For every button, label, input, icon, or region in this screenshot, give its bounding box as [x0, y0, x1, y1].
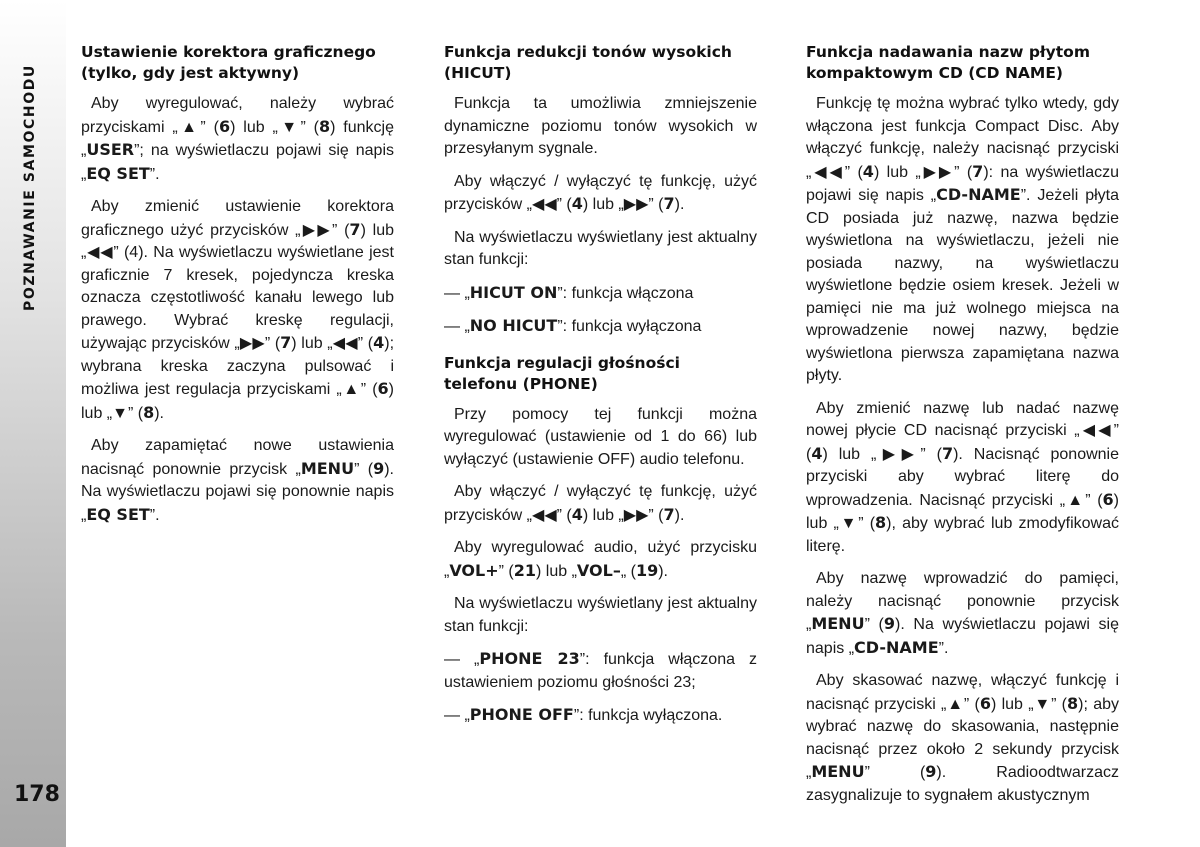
page-number: 178: [14, 782, 60, 807]
list-item: — „PHONE OFF”: funkcja wyłączona.: [444, 705, 723, 724]
heading-eq: Ustawienie korektora graficznego (tylko, gdy jest aktywny): [81, 43, 376, 82]
column-2: [444, 42, 757, 738]
paragraph: Na wyświetlaczu wyświetlany jest aktualny stan funkcji:: [444, 595, 757, 635]
list-item: — „NO HICUT”: funkcja wyłączona: [444, 316, 702, 335]
paragraph: Aby skasować nazwę, włączyć funkcję i nacisnąć przyciski „▲” (6) lub „▼” (8); aby wybrać nazwę do skasowania, następnie nacisnąć przez około 2 sekundy przycisk „MENU” (9). Radioodtwarzacz zasygnalizuje to sygnałem akustycznym: [806, 672, 1120, 804]
paragraph: Aby wyregulować audio, użyć przycisku „VOL+” (21) lub „VOL–„ (19).: [444, 539, 757, 580]
paragraph: Aby wyregulować, należy wybrać przyciskami „▲” (6) lub „▼” (8) funkcję „USER”; na wyświetlaczu pojawi się napis „EQ SET”.: [81, 95, 395, 183]
heading-phone: Funkcja regulacji głośności telefonu (PHONE): [444, 353, 680, 393]
paragraph: Aby włączyć / wyłączyć tę funkcję, użyć przycisków „◀◀” (4) lub „▶▶” (7).: [444, 483, 757, 524]
list-item: — „PHONE 23”: funkcja włączona z ustawieniem poziomu głośności 23;: [444, 649, 758, 691]
section-label-text: POZNAWANIE SAMOCHODU: [22, 64, 38, 311]
paragraph: Aby włączyć / wyłączyć tę funkcję, użyć przycisków „◀◀” (4) lub „▶▶” (7).: [444, 172, 757, 213]
heading-hicut: Funkcja redukcji tonów wysokich (HICUT): [444, 43, 732, 82]
paragraph: Aby zapamiętać nowe ustawienia nacisnąć ponownie przycisk „MENU” (9). Na wyświetlaczu pojawi się ponownie napis „EQ SET”.: [81, 437, 394, 524]
column-3: [806, 42, 1119, 817]
paragraph: Funkcję tę można wybrać tylko wtedy, gdy włączona jest funkcja Compact Disc. Aby włączyć funkcję, należy nacisnąć przyciski „◀◀” (4) lub „▶▶” (7): na wyświetlaczu pojawi się napis „CD-NAME”. Jeżeli płyta CD posiada już nazwę, nazwa będzie wyświetlona na wyświetlaczu, jeżeli nie posiada nazwy, na wyświetlaczu wyświetlone będzie osiem kresek. Jeżeli w pamięci nie ma już wolnego miejsca na wprowadzenie nowej nazwy, będzie wyświetlona pierwsza zapamiętana nazwa płyty.: [806, 95, 1120, 384]
paragraph: Aby nazwę wprowadzić do pamięci, należy nacisnąć ponownie przycisk „MENU” (9). Na wyświetlaczu pojawi się napis „CD-NAME”.: [806, 570, 1119, 657]
paragraph: Przy pomocy tej funkcji można wyregulować (ustawienie od 1 do 66) lub wyłączyć (ustawienie OFF) audio telefonu.: [444, 405, 757, 468]
column-1: [81, 42, 394, 537]
list-item: — „HICUT ON”: funkcja włączona: [444, 282, 694, 302]
heading-cd-name: Funkcja nadawania nazw płytom kompaktowym CD (CD NAME): [806, 43, 1090, 82]
paragraph: Na wyświetlaczu wyświetlany jest aktualny stan funkcji:: [444, 228, 757, 268]
paragraph: Funkcja ta umożliwia zmniejszenie dynamiczne poziomu tonów wysokich w przesyłanym sygnale.: [444, 95, 757, 157]
paragraph: Aby zmienić ustawienie korektora graficznego użyć przycisków „▶▶” (7) lub „◀◀” (4). Na wyświetlaczu wyświetlane jest graficznie 7 kresek, pojedyncza kreska oznacza częstotliwość kanału lewego lub prawego. Wybrać kreskę regulacji, używając przycisków „▶▶” (7) lub „◀◀” (4); wybrana kreska zaczyna pulsować i możliwa jest regulacja przyciskami „▲” (6) lub „▼” (8).: [81, 198, 395, 422]
paragraph: Aby zmienić nazwę lub nadać nazwę nowej płycie CD nacisnąć przyciski „◀◀” (4) lub „▶▶” (7). Nacisnąć ponownie przyciski aby wybrać literę do wprowadzenia. Nacisnąć przyciski „▲” (6) lub „▼” (8), aby wybrać lub zmodyfikować literę.: [806, 399, 1119, 555]
